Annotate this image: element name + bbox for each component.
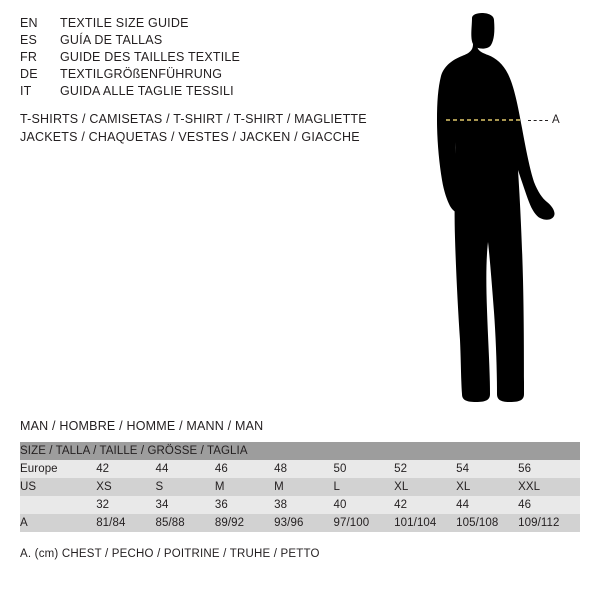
category-list [20,110,440,146]
cell: 50 [334,460,395,478]
cell: 97/100 [334,514,395,532]
language-code: ES [20,33,38,47]
table-header-label: SIZE / TALLA / TAILLE / GRÖSSE / TAGLIA [20,442,580,460]
cell: XXL [518,478,580,496]
language-text: GUÍA DE TALLAS [60,33,163,47]
cell: 85/88 [156,514,215,532]
table-header-row [20,442,580,460]
language-code: IT [20,84,32,98]
category-tshirts: T-SHIRTS / CAMISETAS / T-SHIRT / T-SHIRT / MAGLIETTE [20,112,367,126]
cell: 52 [394,460,456,478]
measure-leader-line [528,120,548,121]
cell: M [215,478,274,496]
cell: 44 [156,460,215,478]
cell: 40 [334,496,395,514]
cell: 46 [518,496,580,514]
silhouette-svg [400,10,600,410]
cell: 48 [274,460,333,478]
cell: XL [394,478,456,496]
language-row [20,16,400,33]
cell: 109/112 [518,514,580,532]
row-label [20,496,96,514]
language-list [20,16,400,101]
language-code: FR [20,50,38,64]
cell: S [156,478,215,496]
cell: XS [96,478,155,496]
language-text: TEXTILE SIZE GUIDE [60,16,189,30]
cell: M [274,478,333,496]
category-jackets: JACKETS / CHAQUETAS / VESTES / JACKEN / GIACCHE [20,130,360,144]
cell: 101/104 [394,514,456,532]
language-row [20,67,400,84]
table-row [20,514,580,532]
cell: 56 [518,460,580,478]
row-label: US [20,478,96,496]
language-row [20,50,400,67]
cell: 44 [456,496,518,514]
table-row [20,496,580,514]
language-code: EN [20,16,38,30]
language-row [20,84,400,101]
cell: 38 [274,496,333,514]
cell: 54 [456,460,518,478]
male-silhouette-illustration [400,10,600,410]
cell: 46 [215,460,274,478]
language-text: TEXTILGRÖßENFÜHRUNG [60,67,223,81]
cell: 34 [156,496,215,514]
cell: 89/92 [215,514,274,532]
cell: 32 [96,496,155,514]
row-label: A [20,514,96,532]
size-table [20,442,580,532]
language-code: DE [20,67,38,81]
cell: XL [456,478,518,496]
language-text: GUIDE DES TAILLES TEXTILE [60,50,241,64]
language-row [20,33,400,50]
cell: 42 [96,460,155,478]
cell: 105/108 [456,514,518,532]
cell: L [334,478,395,496]
row-label: Europe [20,460,96,478]
cell: 93/96 [274,514,333,532]
table-title: MAN / HOMBRE / HOMME / MANN / MAN [20,419,264,433]
cell: 81/84 [96,514,155,532]
table-row [20,460,580,478]
cell: 36 [215,496,274,514]
cell: 42 [394,496,456,514]
measure-label-a: A [552,114,561,126]
table-row [20,478,580,496]
footnote: A. (cm) CHEST / PECHO / POITRINE / TRUHE / PETTO [20,548,320,560]
language-text: GUIDA ALLE TAGLIE TESSILI [60,84,234,98]
